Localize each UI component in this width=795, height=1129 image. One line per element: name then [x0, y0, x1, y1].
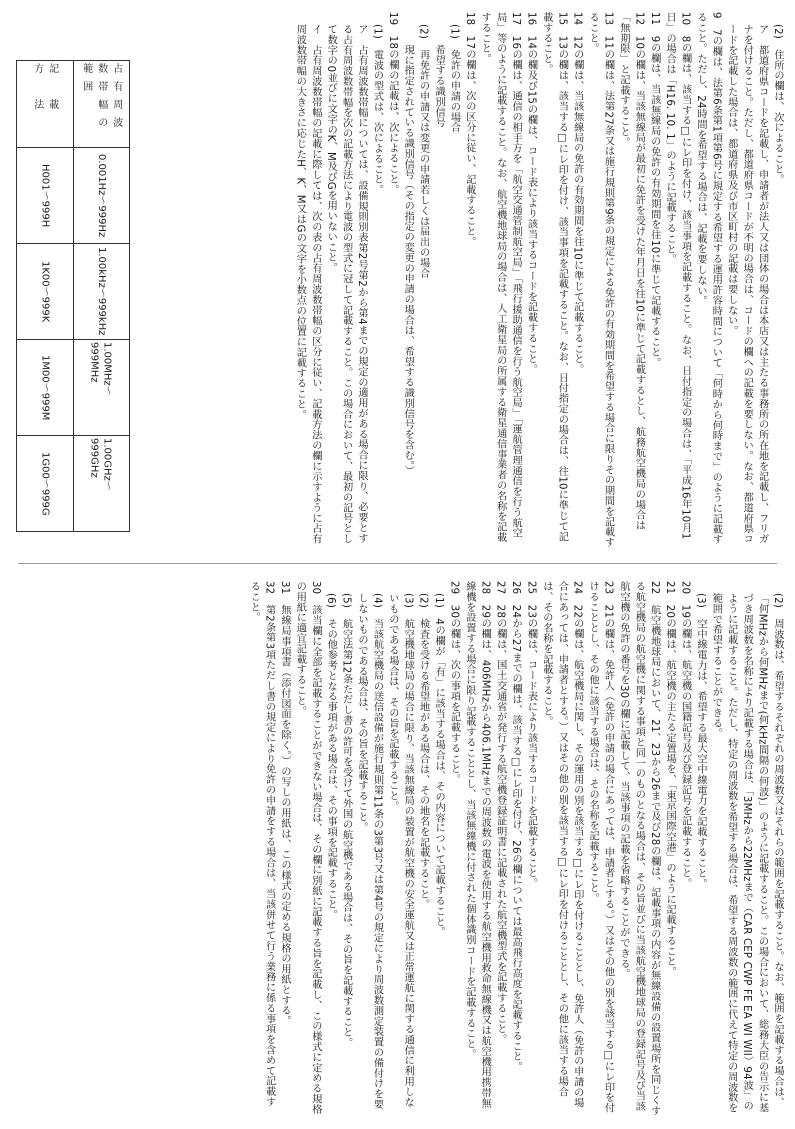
- instruction-paragraph: (4) 当該航空機局の送信設備が施行規則第11条の3第3号又は第4号の規定により周波数測定装置の備付けを要しないものである場合は、その旨を記載すること。: [356, 593, 383, 1110]
- table-cell: 1.00MHz～999MHz: [74, 340, 130, 436]
- instruction-paragraph: ア 占有周波数帯幅については、設備規則別表第2号第2から第4までの規定の適用がある場合に限り、必要とする占有周波数帯幅を次の記載方法により電波の型式に冠して記載すること。この場合において、最初の記号として数字の0並びに文字のK、M及びGを用いないこと。: [325, 24, 368, 545]
- instruction-paragraph: 15 13の欄は、該当する□にレ印を付け、該当事項を記載すること。なお、日付指定の場合は、往10に準じて記載すること。: [540, 12, 568, 542]
- instruction-paragraph: (1) 電波の型式は、次によること。: [371, 24, 383, 196]
- instruction-paragraph: (3) 空中線電力は、希望する最大空中線電力を記載すること。: [694, 593, 706, 890]
- instruction-paragraph: 30 該当欄に全部を記載することができない場合は、その欄に別紙に記載する旨を記載し、この様式に定める規格の用紙に適宜記載すること。: [294, 581, 321, 1115]
- top-section: [0, 0, 795, 560]
- instruction-paragraph: 28 29の欄は、406MHzから406.1MHzまでの周波数の電波を使用する航空機用救命無線機又は航空機用携帯無線機を設置する場合に限り記載することとし、当該無線機に付された個体識別コードを記載すること。: [463, 581, 491, 1109]
- notation-column: [17, 61, 73, 531]
- instruction-paragraph: (2) 検査を受ける希望地がある場合は、その地名を記載すること。: [417, 593, 429, 910]
- instruction-paragraph: 19 18の欄の記載は、次によること。: [386, 12, 398, 195]
- table-cell: 1.00kHz～999kHz: [74, 244, 130, 340]
- bandwidth-range-column: [73, 61, 130, 531]
- table-cell: 1G00～999G: [39, 451, 51, 516]
- instruction-paragraph: 14 12の欄は、当該無線局の免許の有効期間を往10に準じて記載すること。: [571, 12, 583, 375]
- table-header: 記 載 方 法: [17, 61, 73, 148]
- instruction-paragraph: イ 占有周波数帯幅の記載に際しては、次の表の占有周波数帯幅の区分に従い、記載方法の欄に示すように占有周波数帯幅の大きさに応じたH、K、M又はGの文字を小数点の位置に記載すること。: [294, 24, 321, 545]
- instruction-paragraph: 23 21の欄は、免許人（免許の申請の場合にあっては、申請者とする。）又はその他の別を該当する□にレ印を付けることとし、その他に該当する場合は、その名称を記載すること。: [587, 581, 614, 1114]
- top-vertical-text: [292, 12, 785, 548]
- instruction-paragraph: 26 24から27までの欄は、該当する□にレ印を付け、26の欄については最高飛行高度を記載すること。: [510, 581, 522, 1073]
- instruction-paragraph: 17 16の欄は、通信の相手方を「航空交通管制航空局」「飛行援助通信を行う航空局」「運航管理通信を行う航空局」等のように記載すること。なお、航空機地球局の場合は、人工衛星局の所属する衛星通信事業者の名称を記載すること。: [479, 12, 522, 543]
- instruction-paragraph: 22 航空機地球局において、21、23から26まで及び28の欄は、記載事項の内容が無線設備の設置場所を同じくする航空機局の航空機に関する事項と同一のものとなる場合は、その旨並びに当該航空機地球局の登録記号及び当該航空機の免許の番号を30の欄に記載して、当該事項の記載を省略することができる。: [617, 581, 660, 1116]
- instruction-paragraph: 16 14の欄及び15の欄は、コード表により該当するコードを記載すること。: [525, 12, 537, 375]
- instruction-paragraph: (3) 航空機地球局の場合に限り、当該無線局の装置が航空機の安全運航又は正常運航に関する通信に利用しないものである場合は、その旨を記載すること。: [386, 593, 414, 1108]
- instruction-paragraph: 9 7の欄は、法第6条第1項第6号に規定する希望する運用許容時間について「何時から何時まで」のように記載すること。ただし、24時間を希望する場合は、記載を要しない。: [694, 12, 722, 545]
- table-cell: 0.001Hz～999Hz: [74, 148, 130, 244]
- instruction-paragraph: (1) 4の欄が「有」に該当する場合は、その内容について記載すること。: [433, 593, 445, 938]
- instruction-paragraph: 11 9の欄は、当該無線局の免許の有効期間を往10に準じて記載すること。: [648, 12, 660, 368]
- instruction-paragraph: 21 20の欄は、航空機の主たる定置場を、「東京国際空港」のように記載すること。: [664, 581, 676, 978]
- instruction-paragraph: 25 23の欄は、コード表により該当するコードを記載すること。: [525, 581, 537, 889]
- instruction-paragraph: 18 17の欄は、次の区分に従い、記載すること。: [463, 12, 475, 247]
- instruction-paragraph: 希望する識別信号: [433, 34, 445, 129]
- table-cell: 1K00～999K: [17, 244, 73, 340]
- instruction-paragraph: 29 30の欄は、次の事項を記載すること。: [448, 581, 460, 785]
- instruction-paragraph: (5) 航空法第12条ただし書の許可を受けて外国の航空機である場合は、その旨を記載すること。: [340, 593, 352, 1049]
- table-cell: 1.00GHz～999GHz: [88, 437, 113, 491]
- table-header: 占有周波数帯幅の範囲: [74, 61, 130, 148]
- bottom-section: [0, 569, 795, 1129]
- instruction-paragraph: (2) 周波数は、希望するそれぞれの周波数又はそれらの範囲を記載すること。なお、範囲を記載する場合は、「何MHzから何MHzまで(何kHz間隔の何波)」のように記載すること。この場合において、総務大臣の告示に基づき周波数を名称により記載する場合は、「3MHzから22MHzまで（CAR CEP CWP FE EA WI WII）94波」のように記載すること。ただし、特定の周波数を希望する場合は、希望する周波数の範囲に代えて特定の周波数を範囲で希望することができる。: [710, 593, 783, 1114]
- instruction-paragraph: (2) 再免許の申請又は変更の申請若しくは届出の場合: [417, 24, 429, 279]
- bandwidth-table: [16, 60, 130, 532]
- instruction-paragraph: 31 無線局事項書（添付図面を除く。）の写しの用紙は、この様式の定める規格の用紙とする。: [279, 581, 290, 1027]
- instruction-paragraph: 12 10の欄は、当該無線局が最初に免許を受けた年月日を往10に準じて記載するとし、航務航空機局の場合は「無期限」と記載すること。: [617, 12, 645, 531]
- section-divider: [18, 563, 777, 564]
- instruction-paragraph: 13 11の欄は、法第27条又は施行規則第9条の規定による免許の有効期間を希望する場合に限りその期間を記載すること。: [587, 12, 614, 548]
- instruction-paragraph: 10 8の欄は、該当する□にレ印を付け、該当事項を記載すること。なお、日付指定の場合は、「平成16年10月1日」の場合は「H16. 10. 1」のように記載すること。: [664, 12, 691, 540]
- instruction-paragraph: 現に指定されている識別信号（その指定の変更の申請の場合は、希望する識別信号を含む。）: [402, 34, 414, 477]
- instruction-paragraph: (6) その他参考となる事項がある場合は、その事項を記載すること。: [325, 593, 337, 921]
- instruction-paragraph: (1) 免許の申請の場合: [448, 24, 460, 133]
- instruction-paragraph: 32 第2条第3項ただし書の規定により免許の申請をする場合は、当該併せて行う業務に係る事項を含めて記載すること。: [248, 581, 275, 1107]
- instruction-paragraph: 24 22の欄は、航空機局に関し、その運用の別を該当する□にレ印を付けることとし、免許人（免許の申請の場合にあっては、申請者とする。）又はその他の別を該当する□にレ印を付けることとし、その他に該当する場合は、その名称を記載すること。: [540, 581, 583, 1108]
- table-cell: H001～999H: [17, 148, 73, 244]
- instruction-paragraph: (2) 住所の欄は、次によること。: [772, 24, 783, 185]
- table-cell: 1M00～999M: [17, 340, 73, 436]
- bottom-vertical-text: [246, 581, 785, 1117]
- instruction-paragraph: ア 都道府県コードを記載し、申請者が法人又は団体の場合は本店又は主たる事務所の所在地を記載し、フリガナを付けること。ただし、都道府県コードが不明の場合は、コードの欄への記載を要しない。なお、都道府県コードを記載した場合は、都道府県及び市区町村の記載は要しない。: [725, 24, 768, 545]
- instruction-paragraph: 20 19の欄は、航空機の国籍記号及び登録記号を記載すること。: [679, 581, 691, 889]
- instruction-paragraph: 27 28の欄は、国土交通省が発行する航空機登録証明書に記載された航空機型式を記載すること。: [494, 581, 506, 1045]
